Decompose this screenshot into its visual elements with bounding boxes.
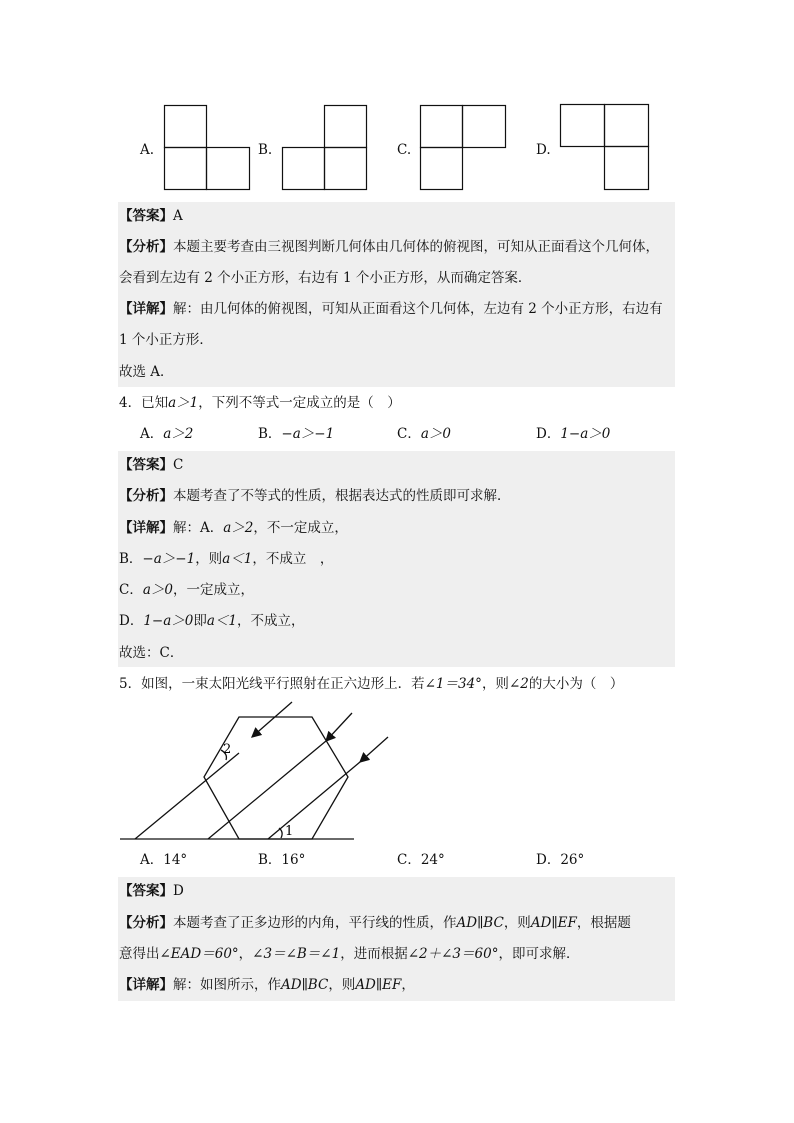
q5-analysis-line-2: 意得出∠EAD＝60°，∠3＝∠B＝∠1，进而根据∠2＋∠3＝60°，即可求解． bbox=[119, 946, 580, 962]
q3-detail-line-2: 1 个小正方形． bbox=[119, 332, 213, 348]
q4-stem: 4．已知a＞1，下列不等式一定成立的是（ ） bbox=[119, 395, 401, 411]
q5-detail: 【详解】解：如图所示，作AD∥BC，则AD∥EF， bbox=[119, 977, 415, 993]
q3-option-b-label: B. bbox=[258, 142, 273, 158]
q3-answer: 【答案】A bbox=[119, 208, 183, 224]
q5-stem: 5．如图，一束太阳光线平行照射在正六边形上．若∠1＝34°，则∠2的大小为（ ） bbox=[119, 676, 624, 692]
q5-option-b: B．16° bbox=[258, 852, 306, 868]
q4-detail-c: C．a＞0，一定成立， bbox=[119, 582, 254, 598]
q4-option-d: D．1−a＞0 bbox=[536, 426, 611, 442]
q4-answer: 【答案】C bbox=[119, 457, 184, 473]
q5-option-c: C．24° bbox=[397, 852, 445, 868]
q4-detail-a: 【详解】解：A．a＞2，不一定成立， bbox=[119, 520, 348, 536]
q4-detail-b: B．−a＞−1，则a＜1，不成立 ， bbox=[119, 551, 334, 567]
q5-answer: 【答案】D bbox=[119, 883, 184, 899]
q4-option-c: C．a＞0 bbox=[397, 426, 451, 442]
q5-option-a: A．14° bbox=[140, 852, 188, 868]
q4-option-a: A．a＞2 bbox=[140, 426, 194, 442]
q4-analysis: 【分析】本题考查了不等式的性质，根据表达式的性质即可求解． bbox=[119, 488, 511, 504]
q4-detail-d: D．1−a＞0即a＜1，不成立， bbox=[119, 613, 305, 629]
arrow-ray-2 bbox=[326, 713, 352, 741]
q3-analysis-line-2: 会看到左边有 2 个小正方形，右边有 1 个小正方形，从而确定答案． bbox=[119, 270, 532, 286]
q3-detail-line-1: 【详解】解：由几何体的俯视图，可知从正面看这个几何体，左边有 2 个小正方形，右边有 bbox=[119, 301, 663, 317]
hexagon bbox=[204, 717, 348, 839]
light-ray-3 bbox=[268, 762, 360, 839]
q3-option-d-label: D. bbox=[536, 142, 551, 158]
q5-option-d: D．26° bbox=[536, 852, 585, 868]
angle-1-label: 1 bbox=[285, 824, 294, 839]
q4-option-b: B．−a＞−1 bbox=[258, 426, 335, 442]
q3-option-a-label: A. bbox=[140, 142, 155, 158]
q3-conclusion: 故选 A． bbox=[119, 364, 174, 380]
q4-conclusion: 故选：C． bbox=[119, 645, 184, 661]
q5-analysis-line-1: 【分析】本题考查了正多边形的内角，平行线的性质，作AD∥BC，则AD∥EF，根据题 bbox=[119, 915, 631, 931]
q3-option-c-label: C. bbox=[397, 142, 412, 158]
arrow-ray-3 bbox=[360, 737, 388, 762]
arrow-ray-1 bbox=[252, 702, 292, 737]
q3-analysis-line-1: 【分析】本题主要考查由三视图判断几何体由几何体的俯视图，可知从正面看这个几何体， bbox=[119, 239, 659, 255]
angle-2-label: 2 bbox=[223, 742, 232, 757]
